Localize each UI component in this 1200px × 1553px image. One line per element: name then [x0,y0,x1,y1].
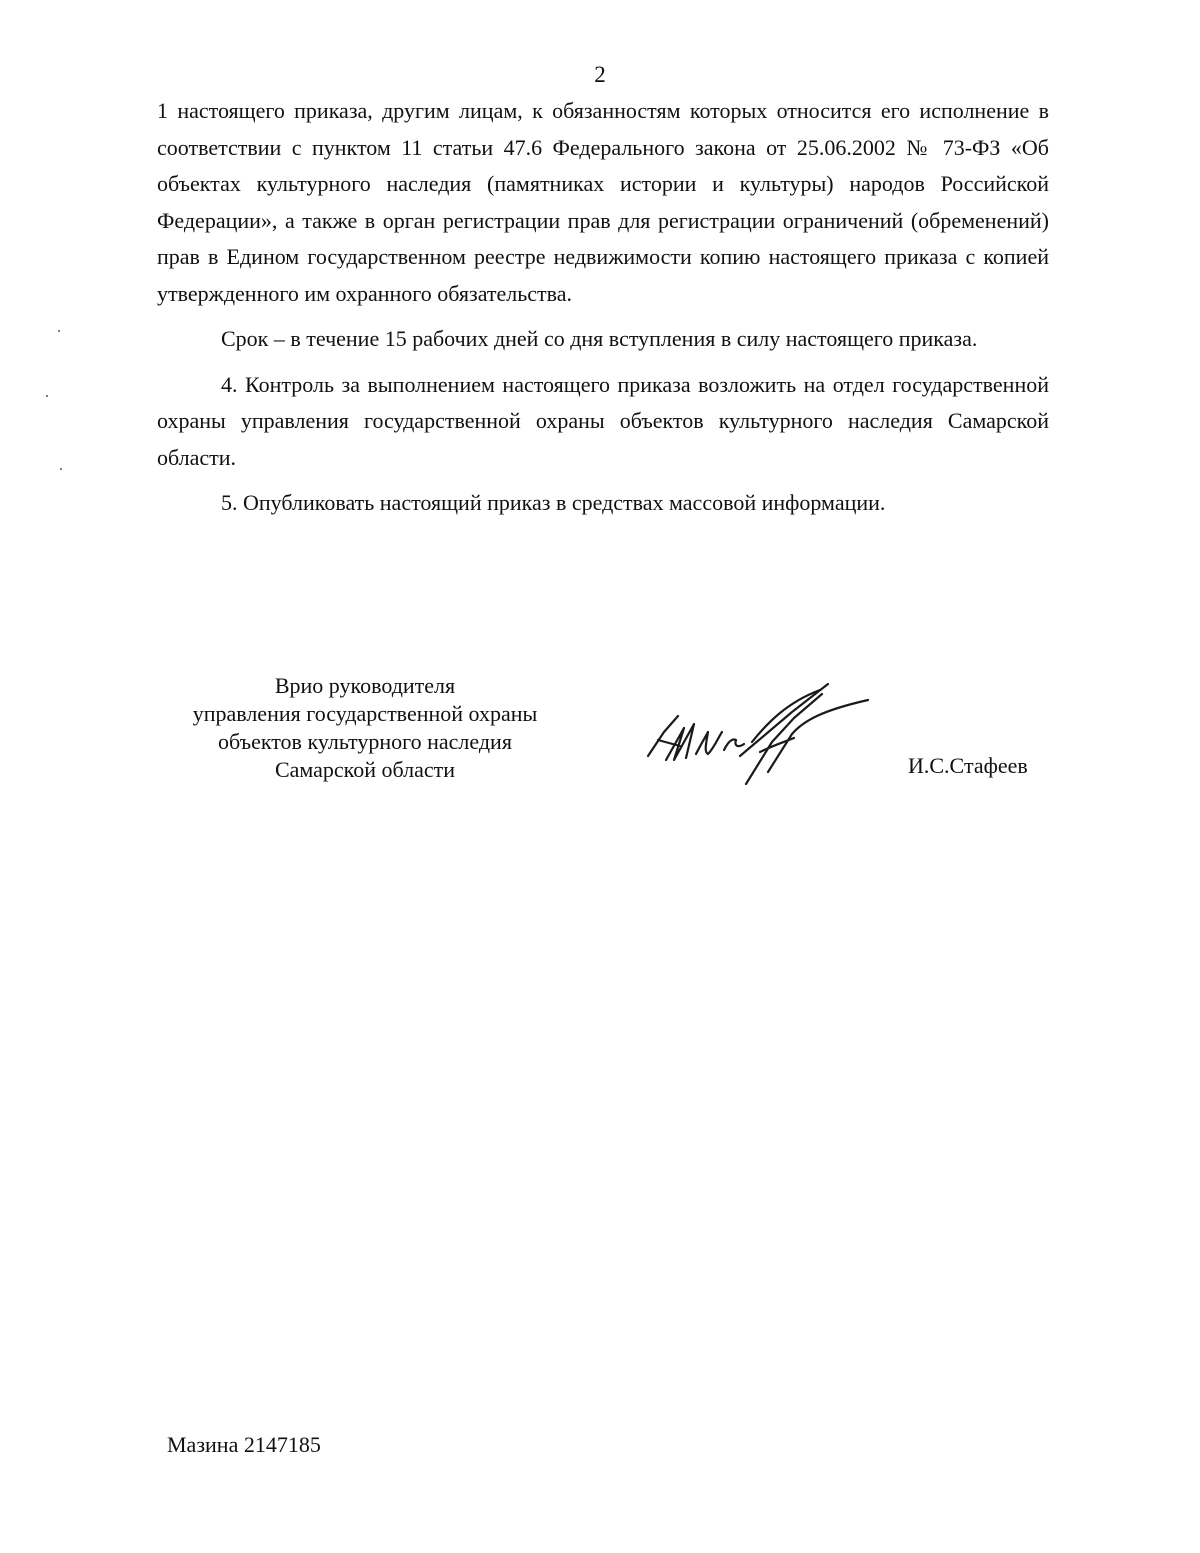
position-line: объектов культурного наследия [218,729,512,754]
scan-speck [46,395,48,397]
scan-speck [58,330,60,332]
paragraph-deadline: Срок – в течение 15 рабочих дней со дня вступления в силу настоящего приказа. [221,326,978,351]
paragraph-item-5: 5. Опубликовать настоящий приказ в средствах массовой информации. [221,490,886,515]
signatory-name: И.С.Стафеев [908,753,1028,778]
page-number: 2 [594,62,606,87]
executor-info: Мазина 2147185 [167,1432,321,1457]
paragraph-item-4: 4. Контроль за выполнением настоящего приказа возложить на отдел государственной охраны управления государственной охраны объектов культурного наследия Самарской области. [157,371,1049,470]
position-line: Врио руководителя [274,673,456,698]
paragraph-continuation: 1 настоящего приказа, другим лицам, к обязанностям которых относится его исполнение в соответствии с пунктом 11 статьи 47.6 Федерального закона от 25.06.2002 № 73-ФЗ «Об объектах культурного наследия (памятниках истории и культуры) народов Российской Федерации», а также в орган регистрации прав для регистрации ограничений (обременений) прав в Едином государственном реестре недвижимости копию настоящего приказа с копией утвержденного им охранного обязательства. [157,98,1049,306]
position-line: управления государственной охраны [192,701,538,726]
position-line: Самарской области [274,757,456,782]
signatory-position [160,672,570,784]
document-body [157,93,1049,522]
scan-speck [60,468,62,470]
handwritten-signature [644,672,876,792]
